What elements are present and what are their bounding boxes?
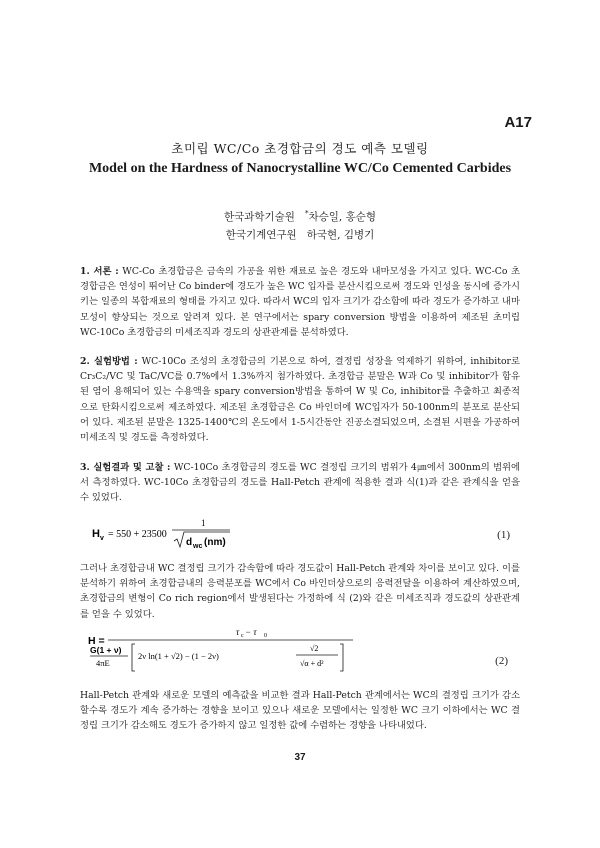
section-body: 그러나 초경합금내 WC 결정립 크기가 감속함에 따라 경도값이 Hall-Petch 관계와 차이를 보이고 있다. 이를 분석하기 위하여 초경합금내의 응력분포를 WC에서 Co 바인더상으로의 응력전달을 이용하여 계산하였으며, 초경합금의 변형이 Co rich region에서 발생된다는 가정하에 식 (2)와 같은 미세조직과 경도값의 상관관계를 얻을 수 있었다. — [80, 563, 520, 620]
author-affiliation: 한국기계연구원 — [225, 229, 297, 241]
section-results — [80, 460, 520, 506]
page-number: 37 — [294, 752, 306, 763]
right-bracket-icon — [340, 644, 343, 671]
equation-1 — [90, 513, 510, 553]
eq1-lhs-sub: v — [100, 535, 104, 542]
section-introduction — [80, 264, 520, 340]
equation-number: (1) — [497, 529, 510, 541]
eq1-denominator-unit: (nm) — [204, 537, 226, 548]
paper-id-tag: A17 — [504, 114, 532, 131]
section-methods — [80, 354, 520, 445]
section-heading: 1. 서론 : — [80, 266, 119, 277]
corresponding-marker: * — [304, 209, 309, 218]
eq2-numerator-sub2: 0 — [264, 633, 267, 639]
eq2-denominator-bottom: 4πE — [96, 658, 110, 668]
section-body: WC-Co 초경합금은 금속의 가공을 위한 재료로 높은 경도와 내마모성을 가지고 있다. WC-Co 초경합금은 연성이 뛰어난 Co binder에 경도가 높은 WC 입자를 분산시킴으로써 경도와 인성을 동시에 증가시키는 일종의 복합재료의 형태를 가지고 있다. 따라서 WC의 입자 크기가 감소함에 따라 경도가 증가하고 내마모성이 향상되는 것으로 알려져 있다. 본 연구에서는 spary conversion 방법을 이용하여 제조된 초미립 WC-10Co 초경합금의 미세조직과 경도의 상관관계를 분석하였다. — [80, 266, 520, 338]
title-korean: 초미립 WC/Co 초경합금의 경도 예측 모델링 — [171, 141, 429, 156]
eq1-denominator: d — [186, 537, 193, 548]
eq1-rhs: = 550 + 23500 — [108, 529, 167, 540]
author-names: 차승일, 홍순형 — [308, 211, 377, 223]
section-discussion — [80, 561, 520, 622]
section-heading: 2. 실험방법 : — [80, 356, 138, 367]
equation-2 — [88, 627, 508, 673]
author-affiliation: 한국과학기술원 — [223, 211, 295, 223]
equation-number: (2) — [495, 655, 508, 667]
section-heading: 3. 실험결과 및 고찰 : — [80, 462, 171, 473]
eq2-numerator-rest: − τ — [245, 627, 257, 637]
section-body: WC-10Co 초경합금의 경도를 WC 결정립 크기의 범위가 4㎛에서 300nm의 범위에서 측정하였다. WC-10Co 초경합금의 경도를 Hall-Petch 관계에 적용한 결과 식(1)과 같은 관계식을 얻을 수 있었다. — [80, 462, 521, 504]
equation-2-formula — [88, 627, 428, 673]
section-body: WC-10Co 조성의 초경합금의 기본으로 하여, 결정립 성장을 억제하기 위하여, inhibitor로 Cr₃C₂/VC 및 TaC/VC를 0.7%에서 1.3%까지 첨가하였다. 초경합금 분말은 W과 Co 및 inhibitor가 함유된 염이 용해되어 있는 수용액을 spary conversion방법을 통하여 W 및 Co, inhibitor를 추출하고 최종적으로 탄화시킴으로써 제조하였다. 제조된 초경합금은 Co 바인더에 WC입자가 50-100nm의 분포로 분산되어 있다. 제조된 분말은 1325-1400℃의 온도에서 1-5시간동안 진공소결되었으며, 소결된 시편을 가공하여 미세조직 및 경도를 측정하였다. — [80, 356, 520, 444]
eq1-lhs: H — [92, 528, 100, 540]
eq2-denominator-top: G(1 + ν) — [90, 645, 122, 655]
eq1-numerator: 1 — [201, 518, 206, 528]
eq1-denominator-sub: wc — [193, 543, 203, 550]
eq2-inner-denominator: √α + d² — [300, 659, 324, 668]
eq2-lhs: H = — [88, 635, 105, 647]
section-body: Hall-Petch 관계와 새로운 모델의 예측값을 비교한 결과 Hall-Petch 관계에서는 WC의 결정립 크기가 감소할수록 경도가 계속 증가하는 경향을 보이고 있으나 새로운 모델에서는 일정한 WC 크기 이하에서는 WC 결정립 크기가 감소해도 경도가 증가하지 않고 일정한 값에 수렴하는 경향을 나타내었다. — [80, 690, 520, 732]
left-bracket-icon — [132, 644, 135, 671]
author-line — [0, 209, 600, 224]
eq2-numerator: τ — [236, 627, 240, 637]
eq2-inner-numerator: √2 — [310, 644, 319, 653]
eq2-bracket-expression: 2ν ln(1 + √2) − (1 − 2ν) — [138, 651, 219, 661]
author-line — [0, 227, 600, 242]
section-conclusion — [80, 688, 520, 734]
eq2-numerator-sub: c — [241, 633, 244, 639]
equation-1-formula — [90, 513, 420, 553]
author-names: 하국현, 김병기 — [306, 229, 375, 241]
title-english: Model on the Hardness of Nanocrystalline WC/Co Cemented Carbides — [88, 161, 512, 176]
